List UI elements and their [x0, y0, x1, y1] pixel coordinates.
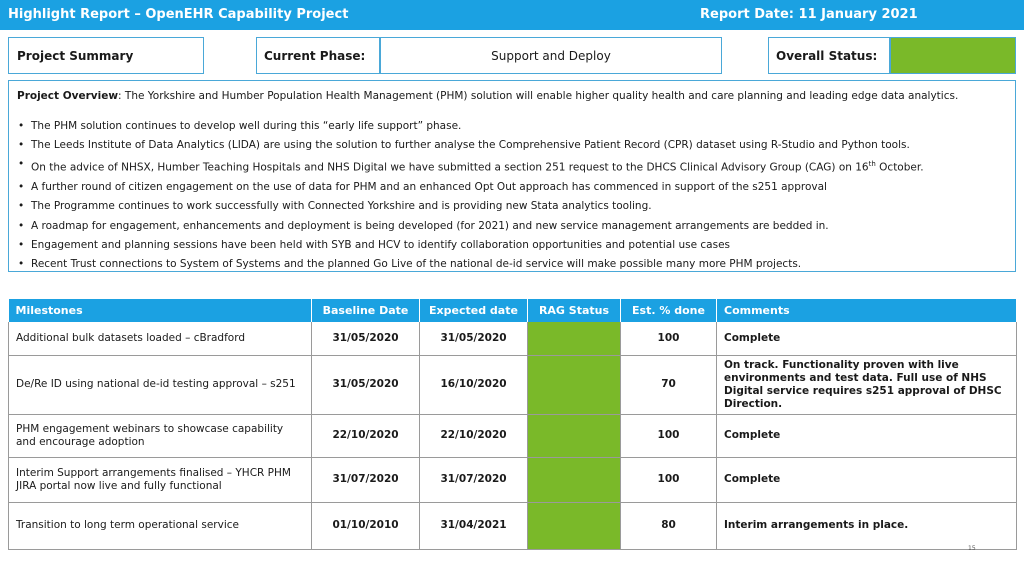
project-overview-label: Project Overview [17, 90, 119, 102]
overview-bullet: • A roadmap for engagement, enhancements and deployment is being developed (for 2021) and new service management arrangements are bedded in. [17, 217, 1007, 236]
expected-date-cell: 31/05/2020 [420, 322, 528, 355]
ordinal-suffix: th [868, 160, 876, 169]
project-summary-label: Project Summary [8, 37, 204, 74]
table-row [9, 322, 1017, 355]
table-row [9, 414, 1017, 457]
milestones-table [8, 299, 1017, 550]
table-row [9, 355, 1017, 414]
current-phase-value: Support and Deploy [380, 37, 722, 74]
baseline-date-cell: 31/05/2020 [312, 355, 420, 414]
table-row [9, 502, 1017, 549]
overview-bullet: • The Leeds Institute of Data Analytics (LIDA) are using the solution to further analyse the Comprehensive Patient Record (CPR) dataset using R-Studio and Python tools. [17, 136, 1007, 155]
rag-status-cell [528, 414, 621, 457]
page-number: 15 [968, 545, 976, 552]
est-done-cell: 100 [621, 322, 717, 355]
expected-date-cell: 22/10/2020 [420, 414, 528, 457]
expected-date-cell: 31/04/2021 [420, 502, 528, 549]
report-title: Highlight Report – OpenEHR Capability Project [8, 7, 349, 22]
overview-bullet: • The PHM solution continues to develop well during this “early life support” phase. [17, 117, 1007, 136]
baseline-date-cell: 31/07/2020 [312, 457, 420, 502]
milestones-header-row [9, 299, 1017, 322]
comment-cell: Complete [717, 457, 1017, 502]
col-header-expected-date: Expected date [420, 299, 528, 322]
baseline-date-cell: 31/05/2020 [312, 322, 420, 355]
overall-status-label: Overall Status: [768, 37, 890, 74]
overall-status-indicator [890, 37, 1016, 74]
baseline-date-cell: 01/10/2010 [312, 502, 420, 549]
comment-cell: On track. Functionality proven with live environments and test data. Full use of NHS Digital service requires s251 approval of DHSC Direction. [717, 355, 1017, 414]
baseline-date-cell: 22/10/2020 [312, 414, 420, 457]
col-header-baseline-date: Baseline Date [312, 299, 420, 322]
est-done-cell: 80 [621, 502, 717, 549]
project-overview-panel [8, 80, 1016, 272]
rag-status-cell [528, 502, 621, 549]
comment-cell: Interim arrangements in place. [717, 502, 1017, 549]
est-done-cell: 100 [621, 414, 717, 457]
overview-bullet: • The Programme continues to work successfully with Connected Yorkshire and is providing new Stata analytics tooling. [17, 197, 1007, 216]
report-header-bar [0, 0, 1024, 30]
overview-bullet: • Engagement and planning sessions have been held with SYB and HCV to identify collaboration opportunities and potential use cases [17, 236, 1007, 255]
current-phase-label: Current Phase: [256, 37, 380, 74]
overview-bullet: • A further round of citizen engagement on the use of data for PHM and an enhanced Opt Out approach has commenced in support of the s251 approval [17, 178, 1007, 197]
comment-cell: Complete [717, 414, 1017, 457]
rag-status-cell [528, 457, 621, 502]
col-header-milestones: Milestones [9, 299, 312, 322]
milestone-cell: PHM engagement webinars to showcase capability and encourage adoption [9, 414, 312, 457]
comment-cell: Complete [717, 322, 1017, 355]
milestone-cell: Additional bulk datasets loaded – cBradford [9, 322, 312, 355]
milestone-cell: Interim Support arrangements finalised – YHCR PHM JIRA portal now live and fully functional [9, 457, 312, 502]
overview-bullet [17, 155, 1007, 178]
overview-bullet-text: On the advice of NHSX, Humber Teaching Hospitals and NHS Digital we have submitted a section 251 request to the DHCS Clinical Advisory Group (CAG) on 16 [31, 161, 869, 174]
rag-status-cell [528, 355, 621, 414]
overview-bullet-tail: October. [875, 161, 924, 174]
col-header-comments: Comments [717, 299, 1017, 322]
overview-bullet-list [17, 117, 1007, 274]
est-done-cell: 70 [621, 355, 717, 414]
est-done-cell: 100 [621, 457, 717, 502]
project-overview-intro [17, 89, 1007, 103]
project-overview-text: : The Yorkshire and Humber Population Health Management (PHM) solution will enable higher quality health and care planning and leading edge data analytics. [118, 90, 959, 102]
expected-date-cell: 31/07/2020 [420, 457, 528, 502]
overview-bullet: • Recent Trust connections to System of Systems and the planned Go Live of the national de-id service will make possible many more PHM projects. [17, 255, 1007, 274]
milestone-cell: De/Re ID using national de-id testing approval – s251 [9, 355, 312, 414]
table-row [9, 457, 1017, 502]
report-date: Report Date: 11 January 2021 [700, 7, 918, 22]
col-header-est-done: Est. % done [621, 299, 717, 322]
milestone-cell: Transition to long term operational service [9, 502, 312, 549]
rag-status-cell [528, 322, 621, 355]
expected-date-cell: 16/10/2020 [420, 355, 528, 414]
col-header-rag-status: RAG Status [528, 299, 621, 322]
